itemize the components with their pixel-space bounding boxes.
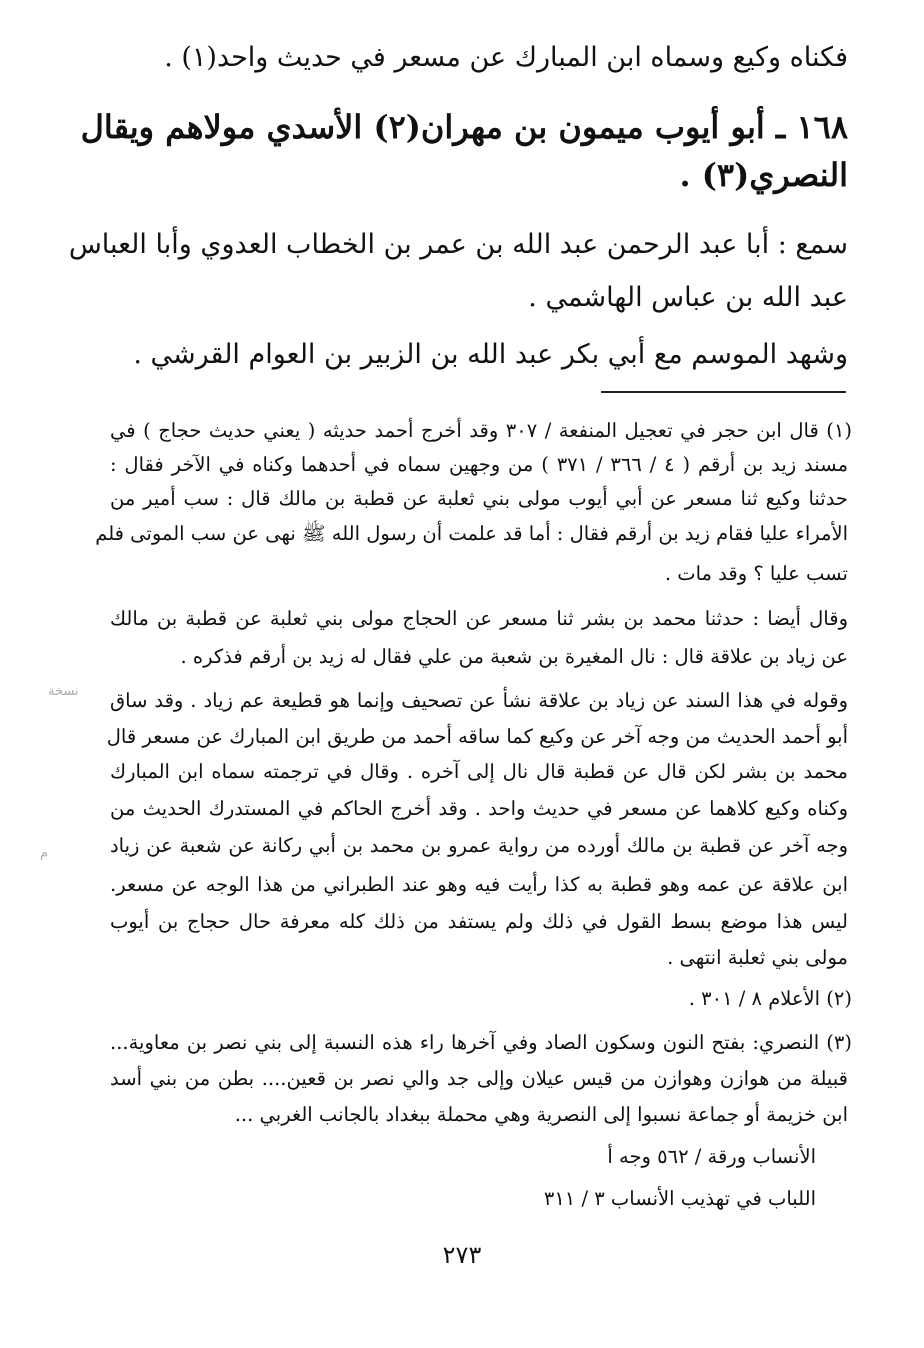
footnote-line: محمد بن بشر لكن قال عن قطبة قال نال إلى آخره . وقال في ترجمته سماه ابن المبارك [110,760,848,783]
footnote-line: ابن خزيمة أو جماعة نسبوا إلى النصرية وهي محملة ببغداد بالجانب الغربي ... [234,1103,848,1126]
footnote-line: وقوله في هذا السند عن زياد بن علاقة نشأ عن تصحيف وإنما هو قطيعة عم زياد . وقد ساق [110,689,848,712]
footnote-line: ليس هذا موضع بسط القول في ذلك ولم يستفد من ذلك كله معرفة حال حجاج بن أيوب [110,910,848,933]
footnote-line: الأنساب ورقة / ٥٦٢ وجه أ [607,1145,816,1168]
footnote-line: اللباب في تهذيب الأنساب ٣ / ٣١١ [543,1187,816,1210]
main-text-line: وشهد الموسم مع أبي بكر عبد الله بن الزبير بن العوام القرشي . [133,339,848,370]
footnote-line: وكناه وكيع كلاهما عن مسعر في حديث واحد . وقد أخرج الحاكم في المستدرك الحديث من [110,797,848,820]
footnote-line: (١) قال ابن حجر في تعجيل المنفعة / ٣٠٧ وقد أخرج أحمد حديثه ( يعني حديث حجاج ) في [110,419,852,442]
footnote-line: حدثنا وكيع ثنا مسعر عن أبي أيوب مولى بني ثعلبة عن قطبة بن مالك قال : سب أمير من [110,487,848,510]
main-text-line: عبد الله بن عباس الهاشمي . [528,282,848,313]
footnote-line: مسند زيد بن أرقم ( ٤ / ٣٦٦ / ٣٧١ ) من وجهين سماه في أحدهما وكناه في الآخر فقال : [110,453,849,476]
footnote-line: عن زياد بن علاقة قال : نال المغيرة بن شعبة من علي فقال له زيد بن أرقم فذكره . [180,645,848,668]
footnote-line: (٣) النصري: بفتح النون وسكون الصاد وفي آخرها راء هذه النسبة إلى بني نصر بن معاوية... [110,1031,852,1054]
main-text-line: سمع : أبا عبد الرحمن عبد الله بن عمر بن الخطاب العدوي وأبا العباس [68,229,848,260]
margin-annotation: م [40,846,49,861]
footnote-line: مولى بني ثعلبة انتهى . [667,946,848,969]
footnote-line: أبو أحمد الحديث من وجه آخر عن وكيع كما ساقه أحمد من طريق ابن المبارك عن مسعر قال [106,725,848,748]
footnote-line: وقال أيضا : حدثنا محمد بن بشر ثنا مسعر عن الحجاج مولى بني ثعلبة عن قطبة بن مالك [110,607,848,630]
entry-heading-line: النصري(٣) . [679,156,848,194]
footnote-line: (٢) الأعلام ٨ / ٣٠١ . [688,987,852,1010]
footnote-line: تسب عليا ؟ وقد مات . [664,562,848,585]
entry-heading-line: ١٦٨ ـ أبو أيوب ميمون بن مهران(٢) الأسدي مولاهم ويقال [80,108,848,146]
main-text-line: فكناه وكيع وسماه ابن المبارك عن مسعر في حديث واحد(١) . [164,42,848,73]
footnote-line: قبيلة من هوازن وهوازن من قيس عيلان وإلى جد والي نصر بن قعين.... بطن من بني أسد [110,1067,848,1090]
margin-annotation: نسخة [48,684,79,699]
page-number: ٢٧٣ [442,1241,482,1269]
footnote-line: ابن علاقة عن عمه وهو قطبة به كذا رأيت فيه وهو عند الطبراني من هذا الوجه عن مسعر. [110,873,848,896]
footnote-separator [601,391,846,393]
footnote-line: وجه آخر عن قطبة بن مالك أورده من رواية عمرو بن محمد بن أبي ركانة عن شعبة عن زياد [110,834,848,857]
footnote-line: الأمراء عليا فقام زيد بن أرقم فقال : أما قد علمت أن رسول الله ﷺ نهى عن سب الموتى فلم [95,522,848,545]
